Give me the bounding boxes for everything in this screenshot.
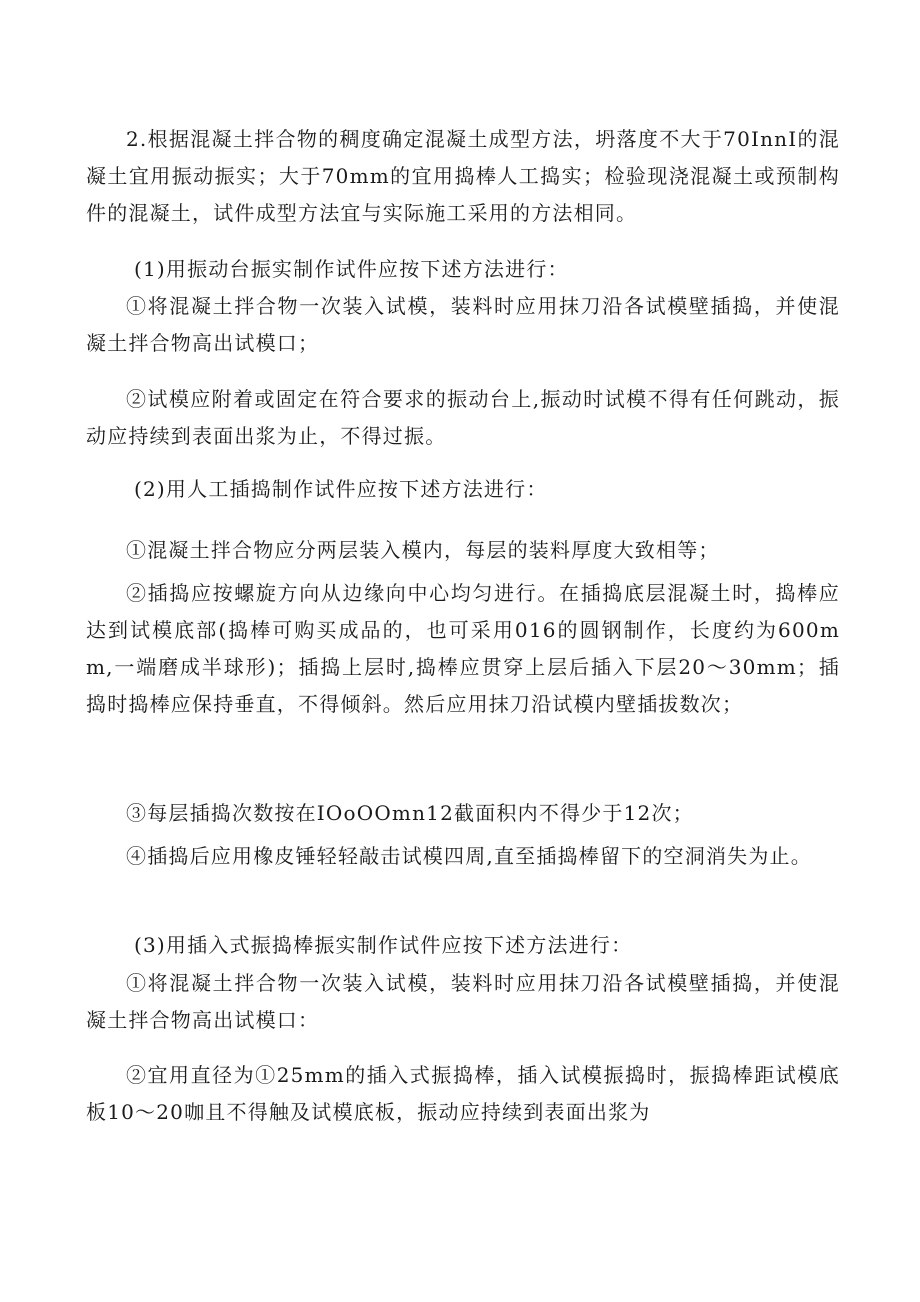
paragraph-manual-tamping-step-4: ④插捣后应用橡皮锤轻轻敲击试模四周,直至插捣棒留下的空洞消失为止。 (126, 844, 812, 868)
paragraph-manual-tamping-step-3: ③每层插捣次数按在IOoOOmn12截面积内不得少于12次； (126, 801, 694, 825)
paragraph-manual-tamping-step-2: ②插捣应按螺旋方向从边缘向中心均匀进行。在插捣底层混凝土时，捣棒应达到试模底部(捣棒可购买成品的，也可采用016的圆钢制作，长度约为600mm,一端磨成半球形)；插捣上层时,捣棒应贯穿上层后插入下层20～30mm；插捣时捣棒应保持垂直，不得倾斜。然后应用抹刀沿试模内壁插拔数次； (86, 581, 840, 716)
paragraph-vibration-table-heading: (1)用振动台振实制作试件应按下述方法进行： (134, 257, 569, 281)
paragraph-vibrator-step-2: ②宜用直径为①25mm的插入式振捣棒，插入试模振捣时，振捣棒距试模底板10～20咖且不得触及试模底板，振动应持续到表面出浆为 (86, 1063, 840, 1124)
paragraph-vibration-table-step-2: ②试模应附着或固定在符合要求的振动台上,振动时试模不得有任何跳动，振动应持续到表面出浆为止，不得过振。 (86, 387, 840, 448)
paragraph-manual-tamping-step-1: ①混凝土拌合物应分两层装入模内，每层的装料厚度大致相等； (126, 538, 720, 562)
paragraph-manual-tamping-heading: (2)用人工插捣制作试件应按下述方法进行： (134, 477, 548, 501)
paragraph-forming-method: 2.根据混凝土拌合物的稠度确定混凝土成型方法，坍落度不大于70InnI的混凝土宜用振动振实；大于70mm的宜用捣棒人工捣实；检验现浇混凝土或预制构件的混凝土，试件成型方法宜与实际施工采用的方法相同。 (86, 127, 840, 225)
paragraph-vibrator-heading: (3)用插入式振捣棒振实制作试件应按下述方法进行： (134, 933, 633, 957)
paragraph-vibrator-step-1: ①将混凝土拌合物一次装入试模，装料时应用抹刀沿各试模壁插捣，并使混凝土拌合物高出试模口： (86, 971, 840, 1032)
paragraph-vibration-table-step-1: ①将混凝土拌合物一次装入试模，装料时应用抹刀沿各试模壁插捣，并使混凝土拌合物高出试模口； (86, 294, 840, 355)
